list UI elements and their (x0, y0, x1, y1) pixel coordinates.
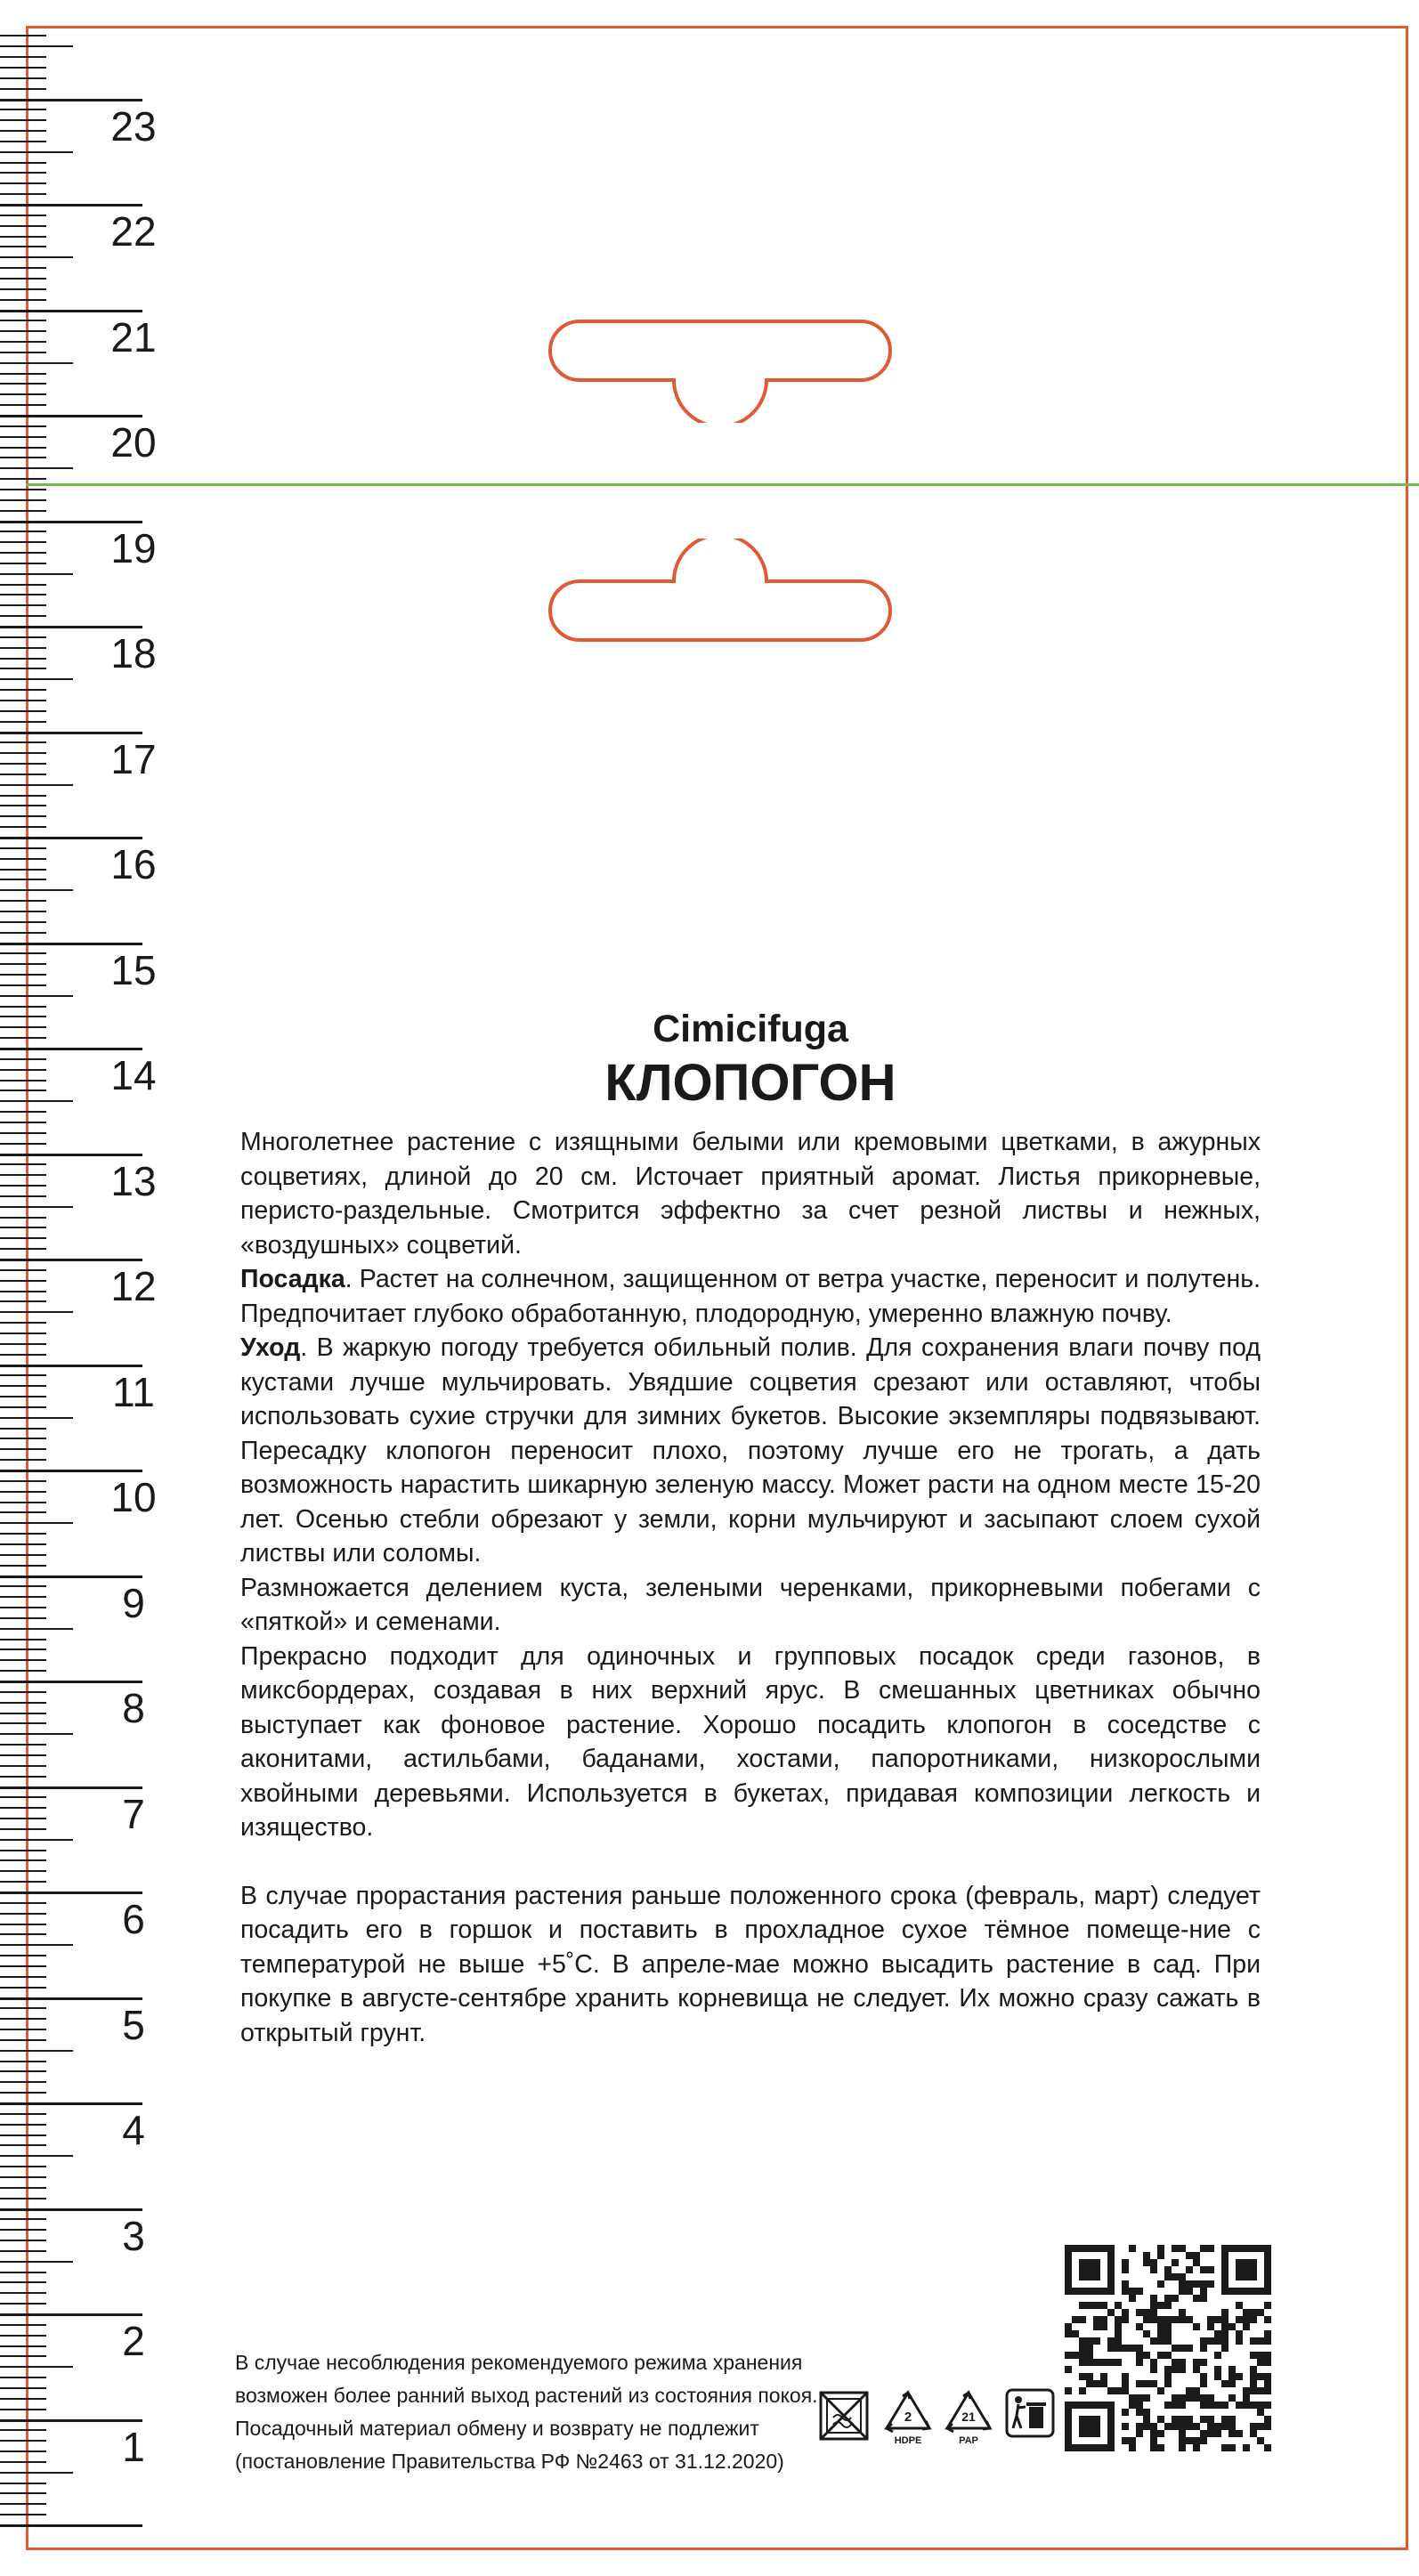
ruler-tick (0, 721, 46, 723)
ruler-tick (0, 2492, 46, 2494)
ruler-tick (0, 45, 73, 47)
ruler-tick (0, 1417, 73, 1419)
dispose-in-bin-icon (1004, 2387, 1056, 2441)
ruler-tick (0, 1576, 142, 1578)
ruler-tick (0, 2461, 46, 2463)
ruler-tick (0, 1300, 46, 1302)
ruler-tick (0, 1648, 46, 1650)
ruler-tick (0, 879, 46, 880)
ruler-tick (0, 1185, 46, 1187)
ruler-tick (0, 1628, 73, 1630)
ruler-tick (0, 2313, 142, 2316)
ruler-tick (0, 678, 73, 680)
disclaimer-line: Посадочный материал обмену и возврату не подлежит (235, 2417, 759, 2440)
care-text: . В жаркую погоду требуется обильный полив. Для сохранения влаги почву под кустами лучше мульчировать. Увядшие соцветия срезают или оставляют, чтобы использовать сухие стручки для зимних букетов. Высокие экземпляры подвязывают. Пересадку клопогон переносит плохо, поэтому лучше его не трогать, а дать возможность нарастить шикарную зеленую массу. Может расти на одном месте 15-20 лет. Осенью стебли обрезают у земли, корни мульчируют и засыпают слоем сухой листвы или соломы. (240, 1333, 1261, 1567)
ruler-tick (0, 352, 46, 353)
ruler-tick (0, 2483, 46, 2484)
ruler-tick (0, 510, 46, 512)
ruler-number: 22 (110, 208, 157, 255)
ruler-number: 7 (122, 1790, 145, 1837)
ruler-tick (0, 109, 46, 110)
ruler-tick (0, 2409, 46, 2410)
ruler-tick (0, 741, 46, 743)
ruler-tick (0, 1976, 46, 1978)
ruler-tick (0, 2229, 46, 2231)
ruler-number: 18 (110, 630, 157, 676)
ruler-tick (0, 1786, 142, 1789)
ruler-tick (0, 1090, 46, 1091)
ruler-tick (0, 467, 73, 469)
ruler-tick (0, 1237, 46, 1239)
planting-text: . Растет на солнечном, защищенном от ветра участке, переносит и полутень. Предпочитает глубоко обработанную, плодородную, умеренно влажную почву. (240, 1265, 1261, 1328)
ruler-tick (0, 330, 46, 332)
ruler-number: 21 (110, 313, 157, 360)
ruler-tick (0, 341, 46, 343)
ruler-tick (0, 182, 46, 184)
ruler-tick (0, 278, 46, 279)
ruler-tick (0, 594, 46, 595)
planting-paragraph (240, 1262, 1261, 1331)
description-block (240, 1006, 1261, 2050)
ruler-tick (0, 869, 46, 871)
ruler-tick (0, 847, 46, 849)
ruler-tick (0, 310, 142, 312)
ruler-tick (0, 1807, 46, 1809)
ruler-tick (0, 2472, 73, 2474)
ruler-tick (0, 236, 46, 238)
ruler-tick (0, 1670, 46, 1672)
ruler-tick (0, 1891, 142, 1894)
ruler-tick (0, 921, 46, 923)
ruler-tick (0, 2524, 142, 2527)
ruler-tick (0, 774, 46, 775)
ruler-tick (0, 1913, 46, 1915)
ruler-tick (0, 362, 73, 364)
fold-line (26, 483, 1419, 486)
ruler-tick (0, 1491, 46, 1493)
ruler-tick (0, 2050, 73, 2052)
ruler-tick (0, 1122, 46, 1123)
ruler-tick (0, 984, 46, 986)
ruler-tick (0, 2018, 46, 2020)
ruler-tick (0, 837, 142, 839)
care-label: Уход (240, 1333, 301, 1362)
ruler-tick (0, 1585, 46, 1587)
ruler-tick (0, 795, 46, 797)
ruler-tick (0, 67, 46, 69)
ruler-tick (0, 2070, 46, 2072)
ruler-tick (0, 2281, 46, 2283)
ruler-tick (0, 658, 46, 660)
ruler-number: 3 (122, 2212, 145, 2259)
propagation-paragraph: Размножается делением куста, зелеными черенками, прикорневыми побегами с «пяткой» и семенами. (240, 1573, 1261, 1636)
ruler-tick (0, 784, 73, 786)
ruler-tick (0, 689, 46, 691)
ruler-tick (0, 943, 142, 945)
ruler-tick (0, 2345, 46, 2347)
ruler-tick (0, 1365, 142, 1367)
ruler-tick (0, 88, 46, 90)
ruler-tick (0, 2102, 142, 2105)
ruler-tick (0, 573, 73, 575)
ruler-tick (0, 1259, 142, 1261)
ruler-tick (0, 1026, 46, 1028)
hang-hole-lower (547, 539, 894, 645)
ruler-tick (0, 1818, 46, 1819)
latin-name: Cimicifuga (653, 1008, 848, 1050)
ruler-tick (0, 1227, 46, 1228)
ruler-tick (0, 1533, 46, 1535)
ruler-tick (0, 1048, 142, 1050)
ruler-number: 15 (110, 946, 157, 993)
ruler-tick (0, 668, 46, 669)
ruler-tick (0, 1754, 46, 1756)
ruler-tick (0, 1143, 46, 1145)
storage-disclaimer (235, 2346, 840, 2478)
ruler-tick (0, 2440, 46, 2442)
ruler-tick (0, 267, 46, 269)
ruler-tick (0, 1006, 46, 1008)
no-microwave-icon (817, 2387, 871, 2444)
ruler-tick (0, 531, 46, 532)
ruler-tick (0, 1617, 46, 1619)
ruler-tick (0, 172, 46, 174)
ruler-tick (0, 478, 46, 480)
ruler-tick (0, 320, 46, 321)
ruler-tick (0, 1174, 46, 1176)
ruler-tick (0, 1163, 46, 1165)
ruler-tick (0, 425, 46, 427)
ruler-tick (0, 215, 46, 216)
svg-text:PAP: PAP (959, 2435, 978, 2446)
ruler-tick (0, 995, 73, 997)
ruler-tick (0, 1069, 46, 1071)
ruler-tick (0, 1881, 46, 1883)
ruler-tick (0, 2324, 46, 2326)
ruler-tick (0, 2135, 46, 2136)
ruler-tick (0, 521, 142, 523)
hang-hole-upper (547, 316, 894, 423)
ruler-tick (0, 763, 46, 765)
ruler-tick (0, 1438, 46, 1439)
ruler-tick (0, 2240, 46, 2241)
ruler-tick (0, 1311, 73, 1313)
ruler-tick (0, 162, 46, 164)
ruler-number: 5 (122, 2001, 145, 2048)
ruler-tick (0, 752, 46, 754)
ruler-tick (0, 2335, 46, 2337)
ruler-tick (0, 1859, 46, 1861)
ruler-tick (0, 911, 46, 912)
usage-paragraph: Прекрасно подходит для одиночных и групповых посадок среди газонов, в миксбордерах, создавая в них верхний ярус. В смешанных цветниках обычно выступает как фоновое растение. Хорошо посадить клопогон в соседстве с аконитами, астильбами, баданами, хостами, папоротниками, низкорослыми хвойными деревьями. Используется в букетах, придавая композиции легкость и изящество. (240, 1641, 1261, 1842)
ruler-number: 9 (122, 1579, 145, 1626)
ruler-tick (0, 1037, 46, 1039)
ruler-tick (0, 615, 46, 617)
ruler-tick (0, 2503, 46, 2505)
ruler-tick (0, 436, 46, 438)
planting-label: Посадка (240, 1265, 345, 1293)
ruler-number: 6 (122, 1896, 145, 1942)
ruler-tick (0, 2419, 142, 2422)
ruler-tick (0, 2155, 73, 2157)
ruler-tick (0, 1406, 46, 1408)
ruler-tick (0, 900, 46, 902)
ruler-tick (0, 2039, 46, 2041)
ruler-tick (0, 2166, 46, 2167)
ruler-tick (0, 2272, 46, 2273)
ruler-tick (0, 2007, 46, 2009)
ruler-tick (0, 626, 142, 628)
ruler-tick (0, 141, 46, 142)
ruler-tick (0, 2218, 46, 2220)
ruler-tick (0, 604, 46, 606)
ruler-tick (0, 1722, 46, 1724)
ruler-tick (0, 56, 46, 58)
ruler-tick (0, 952, 46, 954)
ruler-number: 20 (110, 419, 157, 466)
ruler-number: 13 (110, 1157, 157, 1204)
ruler-tick (0, 383, 46, 385)
qr-code (1065, 2245, 1271, 2451)
ruler-tick (0, 1776, 46, 1778)
ruler-number: 11 (112, 1368, 155, 1415)
svg-text:2: 2 (904, 2410, 912, 2425)
ruler-tick (0, 489, 46, 490)
ruler-tick (0, 1965, 46, 1967)
ruler-tick (0, 2366, 73, 2368)
intro-paragraph: Многолетнее растение с изящными белыми или кремовыми цветками, в ажурных соцветиях, длиной до 20 см. Источает приятный аромат. Листья прикорневые, перисто-раздельные. Смотрится эффектно за счет резной листвы и нежных, «воздушных» соцветий. (240, 1128, 1261, 1260)
ruler-tick (0, 1681, 142, 1683)
disclaimer-line: (постановление Правительства РФ №2463 от 31.12.2020) (235, 2450, 784, 2473)
ruler-tick (0, 1870, 46, 1872)
ruler-tick (0, 1828, 46, 1830)
ruler-tick (0, 2387, 46, 2389)
ruler-tick (0, 1659, 46, 1661)
ruler-number: 14 (110, 1052, 157, 1098)
ruler-tick (0, 1902, 46, 1904)
ruler-tick (0, 1248, 46, 1250)
ruler-tick (0, 1924, 46, 1925)
ruler-tick (0, 499, 46, 501)
ruler-tick (0, 974, 46, 976)
ruler-tick (0, 2029, 46, 2030)
ruler-tick (0, 2355, 46, 2357)
ruler-tick (0, 2261, 73, 2263)
ruler-tick (0, 246, 46, 247)
ruler-tick (0, 963, 46, 965)
ruler-tick (0, 1100, 73, 1102)
ruler-tick (0, 2398, 46, 2400)
ruler-tick (0, 2292, 46, 2294)
ruler-tick (0, 1428, 46, 1430)
ruler-tick (0, 151, 73, 153)
ruler-tick (0, 404, 46, 406)
ruler-tick (0, 1987, 46, 1989)
ruler-tick (0, 700, 46, 701)
ruler-tick (0, 1522, 73, 1524)
ruler-tick (0, 1713, 46, 1714)
product-title: КЛОПОГОН (604, 1054, 896, 1112)
ruler-tick (0, 1702, 46, 1704)
ruler-tick (0, 647, 46, 649)
ruler-tick (0, 204, 142, 207)
ruler-tick (0, 858, 46, 860)
ruler-tick (0, 1217, 46, 1219)
ruler-tick (0, 2429, 46, 2431)
ruler-tick (0, 2514, 46, 2515)
ruler-tick (0, 1448, 46, 1450)
ruler-tick (0, 1850, 46, 1851)
ruler-tick (0, 1343, 46, 1345)
ruler-tick (0, 1933, 46, 1935)
ruler-tick (0, 457, 46, 458)
ruler-tick (0, 1596, 46, 1598)
ruler-tick (0, 889, 73, 891)
ruler-tick (0, 932, 46, 934)
ruler-tick (0, 1554, 46, 1556)
ruler-tick (0, 2144, 46, 2146)
disclaimer-line: возможен более ранний выход растений из состояния покоя. (235, 2384, 818, 2407)
ruler-tick (0, 1765, 46, 1767)
ruler-tick (0, 1997, 142, 2000)
care-paragraph (240, 1331, 1261, 1571)
ruler-tick (0, 710, 46, 712)
ruler-tick (0, 373, 46, 375)
ruler-tick (0, 805, 46, 806)
ruler-tick (0, 2377, 46, 2378)
ruler-tick (0, 636, 46, 638)
ruler-tick (0, 1607, 46, 1608)
ruler-tick (0, 99, 142, 101)
ruler-tick (0, 1154, 142, 1156)
ruler-tick (0, 1280, 46, 1282)
ruler-tick (0, 1691, 46, 1693)
ruler-tick (0, 1396, 46, 1397)
ruler-tick (0, 2250, 46, 2252)
ruler-tick (0, 552, 46, 554)
ruler-tick (0, 1354, 46, 1356)
ruler-tick (0, 2081, 46, 2083)
ruler-tick (0, 2187, 46, 2189)
ruler-number: 10 (110, 1474, 157, 1520)
ruler-number: 12 (110, 1263, 157, 1309)
ruler-number: 2 (122, 2318, 145, 2364)
ruler-tick (0, 1111, 46, 1113)
disclaimer-line: В случае несоблюдения рекомендуемого режима хранения (235, 2351, 803, 2374)
ruler-tick (0, 1058, 46, 1060)
ruler-number: 16 (110, 841, 157, 887)
ruler-tick (0, 1565, 46, 1567)
ruler-tick (0, 1269, 46, 1271)
ruler-tick (0, 563, 46, 564)
ruler-tick (0, 2113, 46, 2115)
ruler-tick (0, 2198, 46, 2199)
ruler-tick (0, 1955, 46, 1956)
recycle-pap-icon (944, 2387, 993, 2450)
ruler-tick (0, 2176, 46, 2178)
ruler-tick (0, 35, 46, 36)
ruler-tick (0, 1480, 46, 1482)
ruler-tick (0, 225, 46, 227)
ruler-tick (0, 584, 46, 586)
ruler-tick (0, 1459, 46, 1461)
ruler-tick (0, 1016, 46, 1017)
storage-paragraph: В случае прорастания растения раньше положенного срока (февраль, март) следует посадить его в горшок и поставить в прохладное сухое тёмное помеще-ние с температурой не выше +5˚С. В апреле-мае можно высадить растение в сад. При покупке в августе-сентябре хранить корневища не следует. Их можно сразу сажать в открытый грунт. (240, 1881, 1261, 2047)
ruler-tick (0, 1374, 46, 1376)
ruler-number: 4 (122, 2107, 145, 2153)
ruler-tick (0, 2450, 46, 2452)
ruler-tick (0, 193, 46, 195)
ruler-tick (0, 415, 142, 417)
ruler-tick (0, 1333, 46, 1334)
ruler-tick (0, 1291, 46, 1292)
ruler-tick (0, 1470, 142, 1472)
ruler-number: 8 (122, 1685, 145, 1731)
ruler-tick (0, 1543, 46, 1545)
ruler-number: 17 (110, 735, 157, 782)
ruler-tick (0, 1511, 46, 1513)
ruler-tick (0, 393, 46, 395)
ruler-tick (0, 1080, 46, 1081)
ruler-tick (0, 130, 46, 132)
ruler-tick (0, 1733, 73, 1735)
ruler-tick (0, 1944, 73, 1946)
cm-ruler (0, 0, 157, 2576)
ruler-number: 23 (110, 102, 157, 150)
ruler-tick (0, 541, 46, 543)
ruler-tick (0, 1385, 46, 1387)
ruler-tick (0, 1502, 46, 1503)
ruler-tick (0, 2208, 142, 2211)
ruler-tick (0, 299, 46, 301)
ruler-tick (0, 77, 46, 79)
ruler-tick (0, 1839, 73, 1841)
ruler-tick (0, 1639, 46, 1640)
ruler-tick (0, 1132, 46, 1134)
ruler-tick (0, 447, 46, 449)
ruler-tick (0, 1796, 46, 1798)
ruler-tick (0, 1744, 46, 1746)
ruler-tick (0, 2061, 46, 2062)
ruler-tick (0, 826, 46, 828)
svg-text:21: 21 (961, 2410, 976, 2424)
ruler-tick (0, 732, 142, 734)
ruler-tick (0, 2092, 46, 2094)
ruler-tick (0, 256, 73, 258)
ruler-number: 19 (110, 524, 157, 571)
ruler-tick (0, 119, 46, 121)
ruler-tick (0, 815, 46, 817)
svg-text:HDPE: HDPE (894, 2435, 922, 2446)
ruler-number: 1 (122, 2423, 145, 2470)
ruler-tick (0, 288, 46, 290)
ruler-tick (0, 1206, 73, 1208)
ruler-tick (0, 1322, 46, 1324)
ruler-tick (0, 2124, 46, 2126)
recycle-hdpe-icon (883, 2387, 933, 2450)
ruler-tick (0, 2303, 46, 2305)
ruler-tick (0, 1195, 46, 1197)
